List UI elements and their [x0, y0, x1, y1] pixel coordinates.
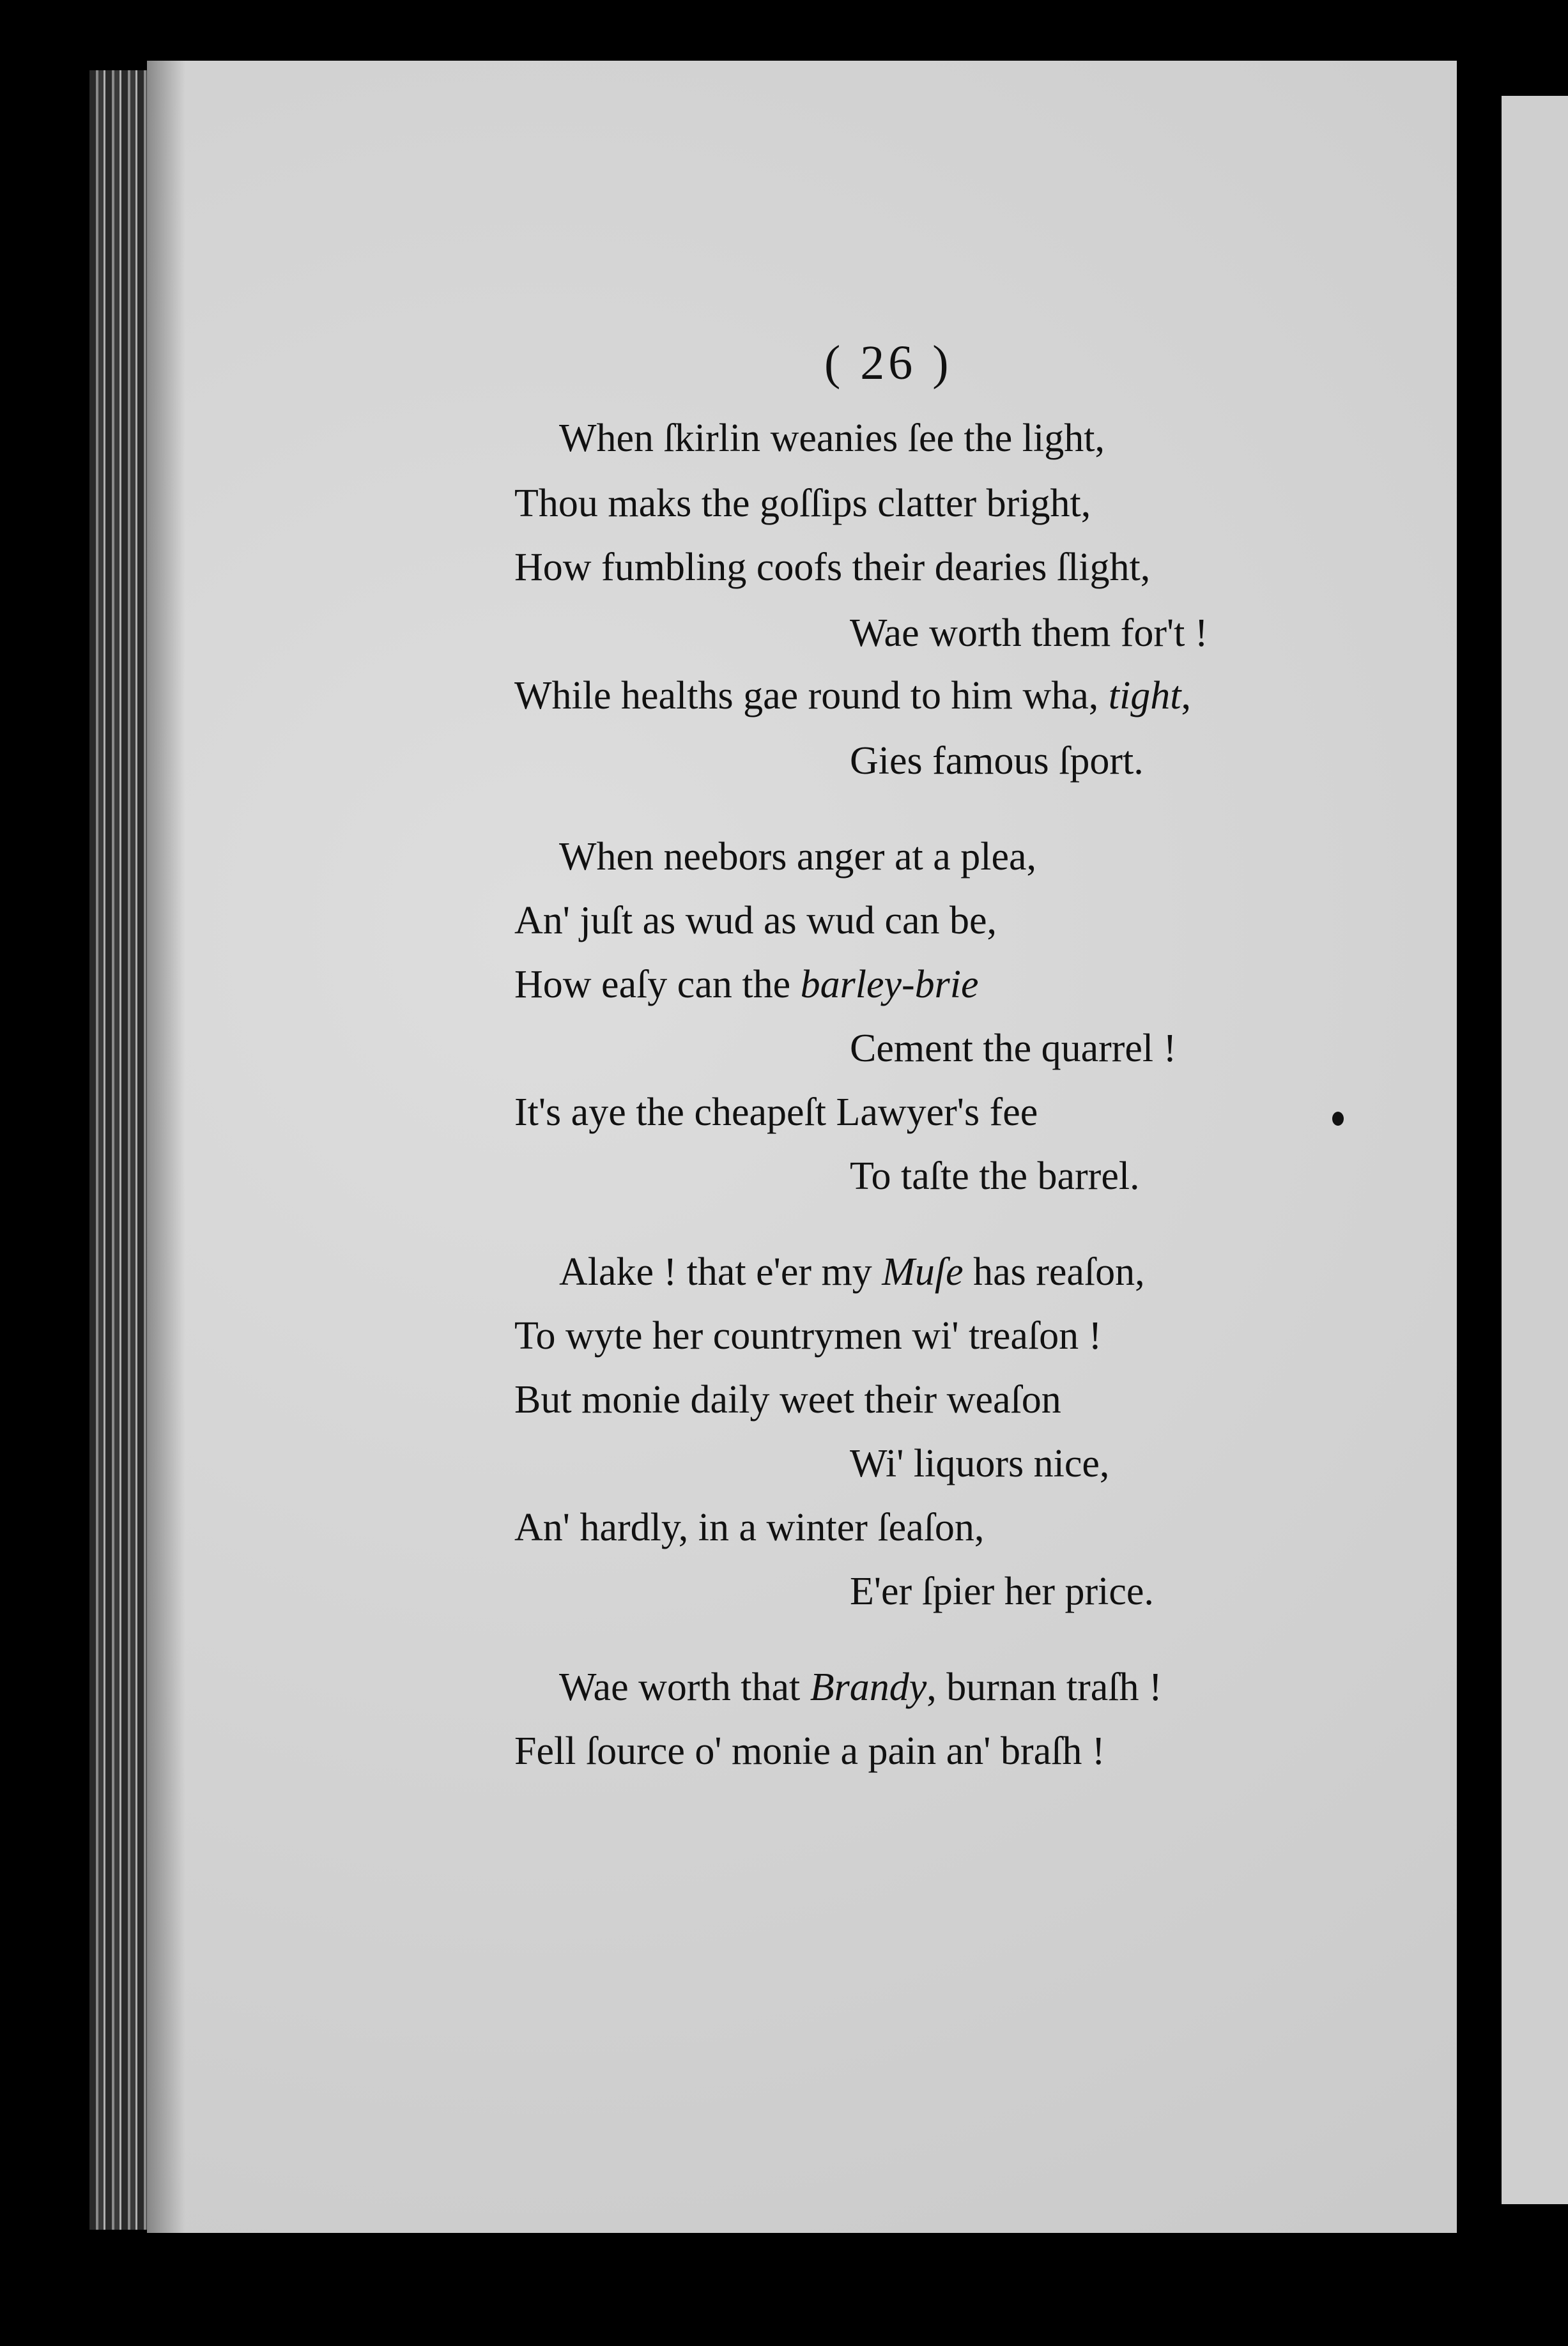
poem-line: When neebors anger at a plea,: [559, 835, 1037, 878]
poem-line: Wae worth them for't !: [850, 611, 1208, 655]
ink-speck: [1332, 1112, 1344, 1126]
poem-line: [514, 965, 979, 1004]
italic-word: Muſe: [882, 1250, 964, 1294]
poem-line: E'er ſpier her price.: [850, 1570, 1154, 1613]
poem-line: Fell ſource o' monie a pain an' braſh !: [514, 1729, 1105, 1773]
poem-line-text: While healths gae round to him wha,: [514, 674, 1109, 717]
poem-line-tail: has reaſon,: [963, 1250, 1145, 1294]
poem-line: An' hardly, in a winter ſeaſon,: [514, 1506, 985, 1549]
poem-line: Cement the quarrel !: [850, 1027, 1177, 1070]
poem-line: To wyte her countrymen wi' treaſon !: [514, 1314, 1102, 1358]
page-number: ( 26 ): [824, 336, 953, 390]
poem-line-text: Alake ! that e'er my: [559, 1250, 882, 1294]
italic-word: tight: [1108, 674, 1181, 717]
poem-line-tail: ,: [1181, 674, 1191, 717]
poem-line: How fumbling coofs their dearies ſlight,: [514, 546, 1151, 589]
poem-line: Wi' liquors nice,: [850, 1442, 1110, 1485]
poem-line: But monie daily weet their weaſon: [514, 1378, 1061, 1422]
poem-line: Thou maks the goſſips clatter bright,: [514, 482, 1091, 525]
italic-word: barley-brie: [800, 963, 979, 1006]
italic-word: Brandy: [810, 1666, 927, 1709]
poem-line: Gies famous ſport.: [850, 739, 1144, 783]
poem-line: An' juſt as wud as wud can be,: [514, 899, 997, 942]
poem-line: When ſkirlin weanies ſee the light,: [559, 417, 1105, 460]
poem-line-text: How eaſy can the: [514, 963, 801, 1006]
poem-line-text: Wae worth that: [559, 1666, 810, 1709]
poem-line: It's aye the cheapeſt Lawyer's fee: [514, 1091, 1038, 1134]
poem-line: [559, 1667, 1162, 1707]
poem-line-tail: , burnan traſh !: [926, 1666, 1162, 1709]
poem-line: [559, 1252, 1145, 1292]
poem-line: [514, 676, 1191, 716]
poem-line: To taſte the barrel.: [850, 1154, 1140, 1198]
